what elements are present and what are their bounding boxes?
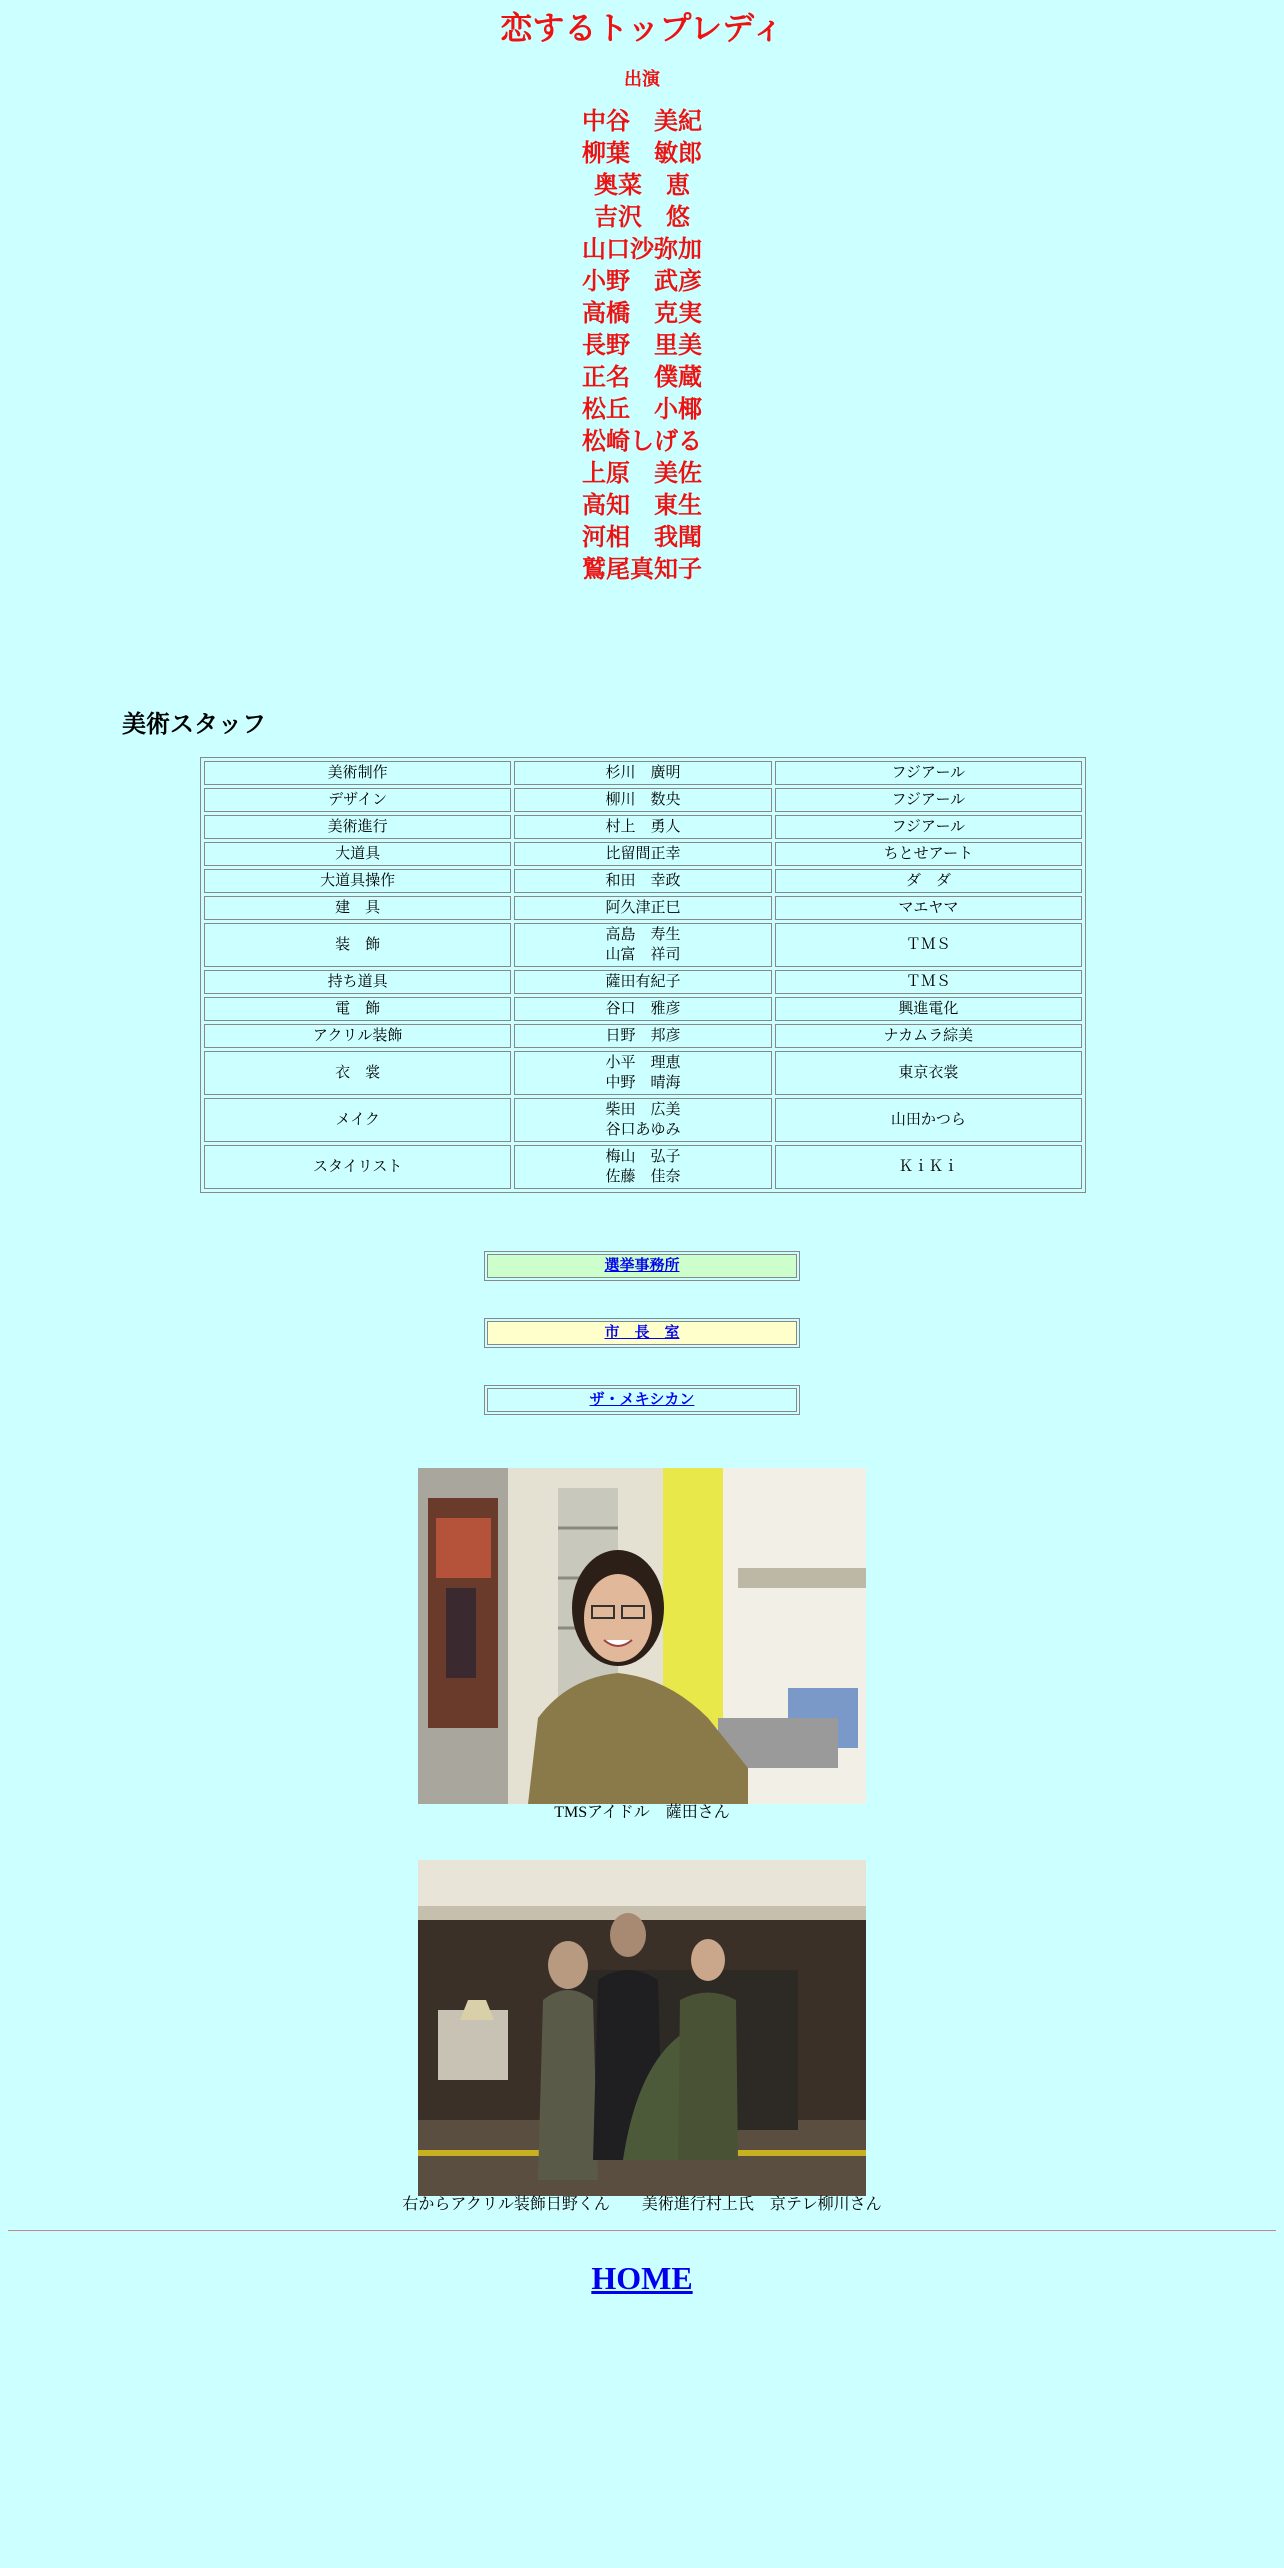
cast-member: 松丘 小椰 bbox=[582, 396, 702, 423]
photo-caption: TMSアイドル 薩田さん bbox=[554, 1804, 730, 1821]
staff-name: 柳川 数央 bbox=[605, 792, 681, 808]
the-mexican-link-box bbox=[484, 1385, 800, 1415]
staff-role: 美術進行 bbox=[204, 815, 511, 839]
staff-row bbox=[204, 842, 1082, 866]
staff-role: スタイリスト bbox=[204, 1145, 511, 1189]
election-office-link[interactable]: 選挙事務所 bbox=[604, 1258, 680, 1274]
staff-name: 和田 幸政 bbox=[605, 873, 681, 889]
staff-row bbox=[204, 1051, 1082, 1095]
staff-name: 杉川 廣明 bbox=[605, 765, 681, 781]
cast-member: 上原 美佐 bbox=[582, 460, 702, 487]
photo-caption: 右からアクリル装飾日野くん 美術進行村上氏 京テレ柳川さん bbox=[402, 2196, 882, 2213]
cast-member: 松崎しげる bbox=[582, 428, 702, 455]
cast-member: 柳葉 敏郎 bbox=[582, 140, 702, 167]
staff-company: フジアール bbox=[775, 815, 1082, 839]
cast-member: 吉沢 悠 bbox=[594, 204, 690, 231]
staff-name: 谷口 雅彦 bbox=[605, 1001, 681, 1017]
staff-heading: 美術スタッフ bbox=[122, 711, 266, 738]
staff-role: 大道具操作 bbox=[204, 869, 511, 893]
staff-name: 梅山 弘子 bbox=[605, 1149, 681, 1165]
staff-role: 大道具 bbox=[204, 842, 511, 866]
staff-names bbox=[514, 815, 771, 839]
staff-role: デザイン bbox=[204, 788, 511, 812]
staff-row bbox=[204, 1024, 1082, 1048]
staff-name: 佐藤 佳奈 bbox=[605, 1169, 681, 1185]
staff-names bbox=[514, 1145, 771, 1189]
staff-company: ＴＭＳ bbox=[775, 923, 1082, 967]
cast-member: 長野 里美 bbox=[582, 332, 702, 359]
cast-member: 中谷 美紀 bbox=[582, 108, 702, 135]
cast-member: 高知 東生 bbox=[582, 492, 702, 519]
staff-names bbox=[514, 896, 771, 920]
staff-role: 建 具 bbox=[204, 896, 511, 920]
staff-name: 阿久津正巳 bbox=[605, 900, 681, 916]
cast-label: 出演 bbox=[624, 69, 660, 89]
staff-company: フジアール bbox=[775, 761, 1082, 785]
cast-member: 正名 僕蔵 bbox=[582, 364, 702, 391]
staff-company: ナカムラ綜美 bbox=[775, 1024, 1082, 1048]
staff-company: 山田かつら bbox=[775, 1098, 1082, 1142]
staff-row bbox=[204, 923, 1082, 967]
staff-company: ＫｉＫｉ bbox=[775, 1145, 1082, 1189]
staff-row bbox=[204, 815, 1082, 839]
election-office-link-box bbox=[484, 1251, 800, 1281]
divider bbox=[8, 2230, 1276, 2232]
staff-row bbox=[204, 1145, 1082, 1189]
photo-lobby-group bbox=[418, 1860, 866, 2196]
staff-row bbox=[204, 997, 1082, 1021]
the-mexican-link[interactable]: ザ・メキシカン bbox=[589, 1392, 695, 1408]
staff-name: 高島 寿生 bbox=[605, 927, 681, 943]
photo-workshop bbox=[418, 1468, 866, 1804]
mayor-office-link[interactable]: 市 長 室 bbox=[604, 1325, 680, 1341]
mayor-office-link-box bbox=[484, 1318, 800, 1348]
staff-names bbox=[514, 923, 771, 967]
staff-names bbox=[514, 761, 771, 785]
staff-row bbox=[204, 869, 1082, 893]
cast-member: 鷲尾真知子 bbox=[582, 556, 702, 583]
staff-names bbox=[514, 1024, 771, 1048]
staff-row bbox=[204, 788, 1082, 812]
staff-row bbox=[204, 896, 1082, 920]
staff-role: 装 飾 bbox=[204, 923, 511, 967]
staff-row bbox=[204, 761, 1082, 785]
page-title: 恋するトップレディ bbox=[500, 10, 784, 46]
staff-role: 美術制作 bbox=[204, 761, 511, 785]
staff-company: 東京衣裳 bbox=[775, 1051, 1082, 1095]
staff-role: 衣 裳 bbox=[204, 1051, 511, 1095]
staff-role: 電 飾 bbox=[204, 997, 511, 1021]
staff-name: 日野 邦彦 bbox=[605, 1028, 681, 1044]
staff-name: 比留間正幸 bbox=[605, 846, 681, 862]
staff-company: ダ ダ bbox=[775, 869, 1082, 893]
staff-row bbox=[204, 1098, 1082, 1142]
staff-company: 興進電化 bbox=[775, 997, 1082, 1021]
staff-names bbox=[514, 788, 771, 812]
cast-list bbox=[0, 106, 1284, 586]
staff-name: 薩田有紀子 bbox=[605, 974, 681, 990]
staff-names bbox=[514, 1098, 771, 1142]
staff-company: ＴＭＳ bbox=[775, 970, 1082, 994]
staff-name: 山富 祥司 bbox=[605, 947, 681, 963]
staff-role: アクリル装飾 bbox=[204, 1024, 511, 1048]
cast-member: 河相 我聞 bbox=[582, 524, 702, 551]
cast-member: 奥菜 恵 bbox=[594, 172, 690, 199]
staff-name: 中野 晴海 bbox=[605, 1075, 681, 1091]
home-link-container bbox=[0, 2258, 1284, 2298]
staff-table bbox=[200, 757, 1086, 1193]
staff-role: 持ち道具 bbox=[204, 970, 511, 994]
staff-names bbox=[514, 869, 771, 893]
staff-company: フジアール bbox=[775, 788, 1082, 812]
cast-member: 小野 武彦 bbox=[582, 268, 702, 295]
staff-names bbox=[514, 1051, 771, 1095]
staff-names bbox=[514, 970, 771, 994]
staff-name: 谷口あゆみ bbox=[605, 1122, 681, 1138]
staff-company: マエヤマ bbox=[775, 896, 1082, 920]
staff-name: 小平 理恵 bbox=[605, 1055, 681, 1071]
staff-company: ちとせアート bbox=[775, 842, 1082, 866]
cast-member: 高橋 克実 bbox=[582, 300, 702, 327]
staff-role: メイク bbox=[204, 1098, 511, 1142]
staff-names bbox=[514, 997, 771, 1021]
staff-name: 柴田 広美 bbox=[605, 1102, 681, 1118]
cast-member: 山口沙弥加 bbox=[582, 236, 702, 263]
staff-names bbox=[514, 842, 771, 866]
staff-name: 村上 勇人 bbox=[605, 819, 681, 835]
staff-row bbox=[204, 970, 1082, 994]
home-link[interactable]: HOME bbox=[591, 2260, 693, 2296]
